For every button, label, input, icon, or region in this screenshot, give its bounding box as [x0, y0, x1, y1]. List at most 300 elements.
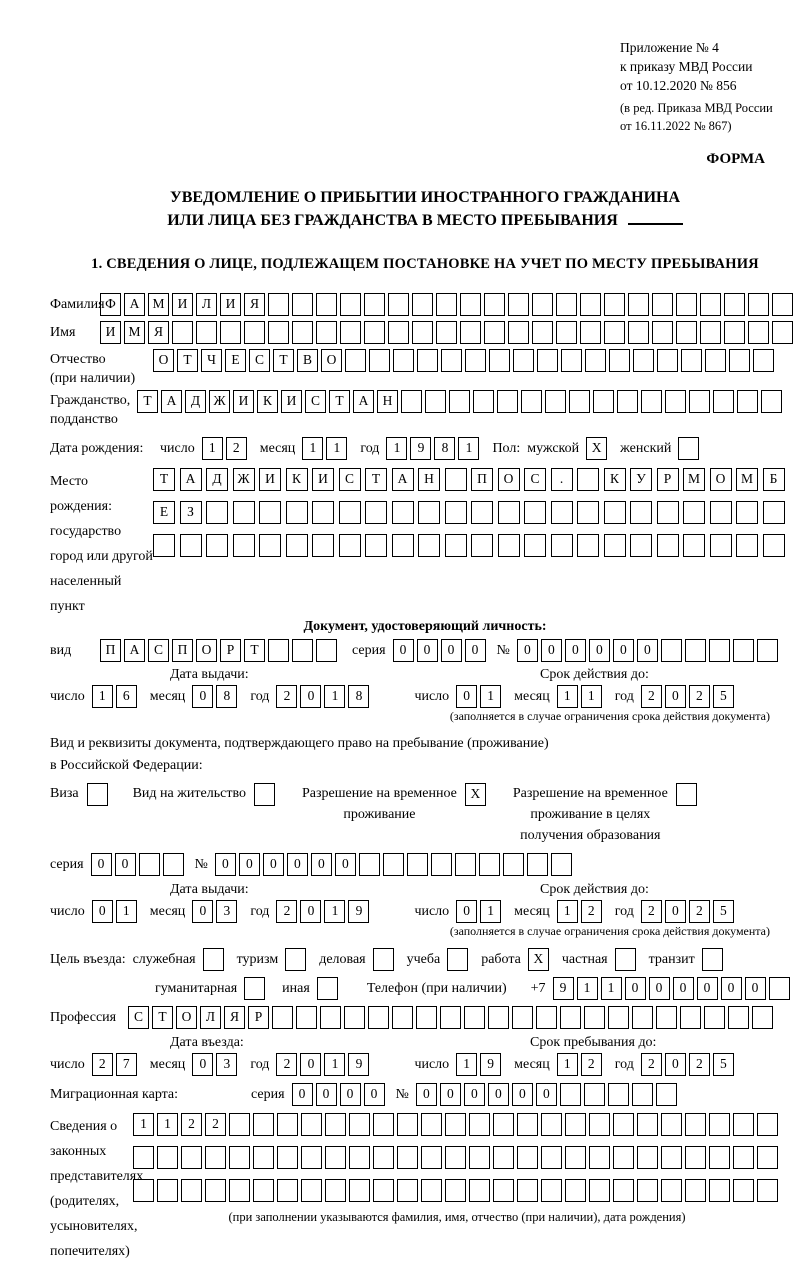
char-box[interactable] [661, 639, 682, 662]
char-box[interactable]: 1 [92, 685, 113, 708]
char-box[interactable] [604, 534, 626, 557]
char-box[interactable]: И [233, 390, 254, 413]
char-box[interactable] [301, 1179, 322, 1202]
char-box[interactable] [613, 1179, 634, 1202]
char-box[interactable]: Т [365, 468, 387, 491]
char-box[interactable] [656, 1006, 677, 1029]
char-box[interactable] [440, 1006, 461, 1029]
char-box[interactable]: 0 [192, 685, 213, 708]
char-box[interactable] [436, 293, 457, 316]
char-box[interactable] [364, 321, 385, 344]
char-box[interactable] [527, 853, 548, 876]
char-box[interactable] [325, 1146, 346, 1169]
char-box[interactable] [685, 1146, 706, 1169]
char-box[interactable] [656, 1083, 677, 1106]
char-box[interactable] [268, 321, 289, 344]
char-box[interactable] [676, 293, 697, 316]
char-box[interactable] [729, 349, 750, 372]
char-box[interactable] [471, 534, 493, 557]
char-box[interactable] [493, 1113, 514, 1136]
char-box[interactable]: 1 [601, 977, 622, 1000]
char-box[interactable] [325, 1179, 346, 1202]
char-box[interactable] [316, 293, 337, 316]
char-box[interactable] [286, 534, 308, 557]
char-box[interactable] [536, 1006, 557, 1029]
char-box[interactable] [317, 977, 338, 1000]
char-box[interactable]: 0 [364, 1083, 385, 1106]
char-box[interactable] [604, 321, 625, 344]
char-box[interactable]: 0 [541, 639, 562, 662]
char-box[interactable] [286, 501, 308, 524]
char-box[interactable] [560, 1083, 581, 1106]
char-box[interactable] [388, 321, 409, 344]
char-box[interactable]: 1 [324, 900, 345, 923]
char-box[interactable]: 9 [348, 1053, 369, 1076]
char-box[interactable]: Ж [233, 468, 255, 491]
char-box[interactable] [133, 1179, 154, 1202]
char-box[interactable] [181, 1146, 202, 1169]
char-box[interactable] [412, 293, 433, 316]
char-box[interactable] [561, 349, 582, 372]
char-box[interactable]: Л [200, 1006, 221, 1029]
char-box[interactable] [233, 534, 255, 557]
char-box[interactable] [401, 390, 422, 413]
char-box[interactable] [503, 853, 524, 876]
char-box[interactable]: 1 [581, 685, 602, 708]
char-box[interactable]: 1 [577, 977, 598, 1000]
char-box[interactable]: Т [244, 639, 265, 662]
char-box[interactable] [733, 1179, 754, 1202]
char-box[interactable]: 0 [292, 1083, 313, 1106]
char-box[interactable] [541, 1113, 562, 1136]
char-box[interactable] [551, 534, 573, 557]
char-box[interactable] [628, 321, 649, 344]
char-box[interactable] [657, 349, 678, 372]
char-box[interactable]: А [124, 639, 145, 662]
char-box[interactable]: Д [185, 390, 206, 413]
char-box[interactable] [365, 534, 387, 557]
char-box[interactable]: X [465, 783, 486, 806]
char-box[interactable] [340, 293, 361, 316]
char-box[interactable]: 0 [417, 639, 438, 662]
char-box[interactable]: Т [137, 390, 158, 413]
char-box[interactable] [609, 349, 630, 372]
char-box[interactable]: С [249, 349, 270, 372]
char-box[interactable] [541, 1146, 562, 1169]
char-box[interactable]: 1 [302, 437, 323, 460]
char-box[interactable]: Д [206, 468, 228, 491]
char-box[interactable]: 8 [434, 437, 455, 460]
char-box[interactable] [565, 1179, 586, 1202]
char-box[interactable] [445, 534, 467, 557]
char-box[interactable]: Е [153, 501, 175, 524]
char-box[interactable] [465, 349, 486, 372]
char-box[interactable] [589, 1113, 610, 1136]
char-box[interactable] [517, 1179, 538, 1202]
char-box[interactable] [556, 293, 577, 316]
char-box[interactable]: Т [152, 1006, 173, 1029]
char-box[interactable] [364, 293, 385, 316]
char-box[interactable] [685, 1179, 706, 1202]
char-box[interactable] [312, 501, 334, 524]
char-box[interactable]: 1 [386, 437, 407, 460]
char-box[interactable] [753, 349, 774, 372]
char-box[interactable] [392, 501, 414, 524]
char-box[interactable] [349, 1113, 370, 1136]
char-box[interactable]: 0 [263, 853, 284, 876]
char-box[interactable] [359, 853, 380, 876]
char-box[interactable]: X [586, 437, 607, 460]
char-box[interactable] [763, 501, 785, 524]
char-box[interactable] [704, 1006, 725, 1029]
char-box[interactable] [441, 349, 462, 372]
char-box[interactable] [253, 1179, 274, 1202]
char-box[interactable] [205, 1146, 226, 1169]
char-box[interactable]: Т [273, 349, 294, 372]
char-box[interactable]: П [172, 639, 193, 662]
char-box[interactable]: М [683, 468, 705, 491]
char-box[interactable] [469, 1179, 490, 1202]
char-box[interactable]: 0 [441, 639, 462, 662]
char-box[interactable]: 2 [689, 1053, 710, 1076]
char-box[interactable] [397, 1113, 418, 1136]
char-box[interactable] [769, 977, 790, 1000]
char-box[interactable]: З [180, 501, 202, 524]
char-box[interactable]: 0 [745, 977, 766, 1000]
char-box[interactable] [464, 1006, 485, 1029]
char-box[interactable]: 2 [226, 437, 247, 460]
char-box[interactable]: 0 [192, 1053, 213, 1076]
char-box[interactable] [383, 853, 404, 876]
char-box[interactable] [757, 1146, 778, 1169]
char-box[interactable] [652, 321, 673, 344]
char-box[interactable] [229, 1113, 250, 1136]
char-box[interactable] [532, 321, 553, 344]
char-box[interactable] [320, 1006, 341, 1029]
char-box[interactable]: 0 [440, 1083, 461, 1106]
char-box[interactable] [469, 1113, 490, 1136]
char-box[interactable]: Р [657, 468, 679, 491]
char-box[interactable]: 2 [689, 900, 710, 923]
char-box[interactable]: 0 [340, 1083, 361, 1106]
char-box[interactable] [498, 534, 520, 557]
char-box[interactable] [393, 349, 414, 372]
char-box[interactable] [736, 534, 758, 557]
char-box[interactable] [220, 321, 241, 344]
char-box[interactable] [604, 501, 626, 524]
char-box[interactable] [445, 1113, 466, 1136]
char-box[interactable]: 1 [458, 437, 479, 460]
char-box[interactable] [473, 390, 494, 413]
char-box[interactable] [139, 853, 160, 876]
char-box[interactable] [180, 534, 202, 557]
char-box[interactable]: 0 [300, 685, 321, 708]
char-box[interactable] [373, 1179, 394, 1202]
char-box[interactable]: Т [177, 349, 198, 372]
char-box[interactable]: 0 [215, 853, 236, 876]
char-box[interactable]: А [353, 390, 374, 413]
char-box[interactable]: С [148, 639, 169, 662]
char-box[interactable]: К [257, 390, 278, 413]
char-box[interactable] [244, 321, 265, 344]
char-box[interactable] [133, 1146, 154, 1169]
char-box[interactable]: 1 [202, 437, 223, 460]
char-box[interactable] [569, 390, 590, 413]
char-box[interactable]: 0 [665, 900, 686, 923]
char-box[interactable] [418, 534, 440, 557]
char-box[interactable] [373, 1113, 394, 1136]
char-box[interactable] [388, 293, 409, 316]
char-box[interactable]: 9 [348, 900, 369, 923]
char-box[interactable] [196, 321, 217, 344]
char-box[interactable] [479, 853, 500, 876]
char-box[interactable] [412, 321, 433, 344]
char-box[interactable] [757, 1113, 778, 1136]
char-box[interactable] [373, 1146, 394, 1169]
char-box[interactable]: 2 [205, 1113, 226, 1136]
char-box[interactable]: С [305, 390, 326, 413]
char-box[interactable]: М [148, 293, 169, 316]
char-box[interactable] [689, 390, 710, 413]
char-box[interactable] [163, 853, 184, 876]
char-box[interactable]: А [180, 468, 202, 491]
char-box[interactable] [700, 293, 721, 316]
char-box[interactable]: 0 [311, 853, 332, 876]
char-box[interactable]: 0 [239, 853, 260, 876]
char-box[interactable]: 0 [613, 639, 634, 662]
char-box[interactable] [253, 1113, 274, 1136]
char-box[interactable] [344, 1006, 365, 1029]
char-box[interactable] [657, 501, 679, 524]
char-box[interactable] [632, 1006, 653, 1029]
char-box[interactable]: 0 [316, 1083, 337, 1106]
char-box[interactable]: О [153, 349, 174, 372]
char-box[interactable] [489, 349, 510, 372]
char-box[interactable] [661, 1179, 682, 1202]
char-box[interactable] [253, 1146, 274, 1169]
char-box[interactable] [733, 1113, 754, 1136]
char-box[interactable]: 5 [713, 1053, 734, 1076]
char-box[interactable]: 0 [91, 853, 112, 876]
char-box[interactable] [244, 977, 265, 1000]
char-box[interactable] [772, 321, 793, 344]
char-box[interactable] [157, 1146, 178, 1169]
char-box[interactable] [445, 1179, 466, 1202]
char-box[interactable]: 1 [557, 900, 578, 923]
char-box[interactable] [345, 349, 366, 372]
char-box[interactable] [259, 534, 281, 557]
char-box[interactable] [498, 501, 520, 524]
char-box[interactable] [431, 853, 452, 876]
char-box[interactable] [349, 1146, 370, 1169]
char-box[interactable] [637, 1146, 658, 1169]
char-box[interactable] [397, 1179, 418, 1202]
char-box[interactable]: 0 [488, 1083, 509, 1106]
char-box[interactable]: Н [418, 468, 440, 491]
char-box[interactable] [229, 1179, 250, 1202]
char-box[interactable] [545, 390, 566, 413]
char-box[interactable] [397, 1146, 418, 1169]
char-box[interactable] [733, 1146, 754, 1169]
char-box[interactable] [752, 1006, 773, 1029]
char-box[interactable] [748, 293, 769, 316]
char-box[interactable] [416, 1006, 437, 1029]
char-box[interactable]: 0 [536, 1083, 557, 1106]
char-box[interactable] [584, 1083, 605, 1106]
char-box[interactable] [339, 534, 361, 557]
char-box[interactable] [229, 1146, 250, 1169]
char-box[interactable] [683, 534, 705, 557]
char-box[interactable] [657, 534, 679, 557]
char-box[interactable] [268, 639, 289, 662]
char-box[interactable] [680, 1006, 701, 1029]
char-box[interactable] [497, 390, 518, 413]
char-box[interactable] [702, 948, 723, 971]
char-box[interactable] [580, 321, 601, 344]
char-box[interactable] [365, 501, 387, 524]
char-box[interactable]: 0 [625, 977, 646, 1000]
char-box[interactable] [272, 1006, 293, 1029]
char-box[interactable] [421, 1146, 442, 1169]
char-box[interactable] [521, 390, 542, 413]
char-box[interactable]: 0 [665, 685, 686, 708]
char-box[interactable] [449, 390, 470, 413]
char-box[interactable]: 6 [116, 685, 137, 708]
char-box[interactable]: 2 [581, 900, 602, 923]
char-box[interactable] [661, 1146, 682, 1169]
char-box[interactable] [392, 1006, 413, 1029]
char-box[interactable] [493, 1179, 514, 1202]
char-box[interactable] [157, 1179, 178, 1202]
char-box[interactable]: 1 [557, 1053, 578, 1076]
char-box[interactable]: X [528, 948, 549, 971]
char-box[interactable]: 2 [181, 1113, 202, 1136]
char-box[interactable] [460, 321, 481, 344]
char-box[interactable] [418, 501, 440, 524]
char-box[interactable]: О [498, 468, 520, 491]
char-box[interactable] [637, 1179, 658, 1202]
char-box[interactable] [709, 1146, 730, 1169]
char-box[interactable] [565, 1113, 586, 1136]
char-box[interactable]: 2 [641, 1053, 662, 1076]
char-box[interactable] [524, 501, 546, 524]
char-box[interactable] [206, 501, 228, 524]
char-box[interactable]: 2 [276, 900, 297, 923]
char-box[interactable] [628, 293, 649, 316]
char-box[interactable] [763, 534, 785, 557]
char-box[interactable] [469, 1146, 490, 1169]
char-box[interactable] [277, 1179, 298, 1202]
char-box[interactable] [268, 293, 289, 316]
char-box[interactable] [421, 1113, 442, 1136]
char-box[interactable] [637, 1113, 658, 1136]
char-box[interactable]: 0 [115, 853, 136, 876]
char-box[interactable]: Б [763, 468, 785, 491]
char-box[interactable] [676, 321, 697, 344]
char-box[interactable] [593, 390, 614, 413]
char-box[interactable] [368, 1006, 389, 1029]
char-box[interactable] [560, 1006, 581, 1029]
char-box[interactable]: Я [244, 293, 265, 316]
char-box[interactable] [316, 321, 337, 344]
char-box[interactable] [748, 321, 769, 344]
char-box[interactable]: 0 [464, 1083, 485, 1106]
char-box[interactable] [325, 1113, 346, 1136]
char-box[interactable]: 0 [649, 977, 670, 1000]
char-box[interactable] [737, 390, 758, 413]
char-box[interactable] [681, 349, 702, 372]
char-box[interactable]: М [124, 321, 145, 344]
char-box[interactable] [417, 349, 438, 372]
char-box[interactable]: 7 [116, 1053, 137, 1076]
char-box[interactable]: 1 [326, 437, 347, 460]
char-box[interactable] [508, 293, 529, 316]
char-box[interactable] [608, 1083, 629, 1106]
char-box[interactable] [524, 534, 546, 557]
char-box[interactable]: М [736, 468, 758, 491]
char-box[interactable]: С [339, 468, 361, 491]
char-box[interactable]: У [630, 468, 652, 491]
char-box[interactable]: 0 [335, 853, 356, 876]
char-box[interactable] [513, 349, 534, 372]
char-box[interactable] [517, 1113, 538, 1136]
char-box[interactable]: 0 [565, 639, 586, 662]
char-box[interactable] [517, 1146, 538, 1169]
char-box[interactable]: 0 [287, 853, 308, 876]
char-box[interactable] [724, 293, 745, 316]
char-box[interactable] [551, 853, 572, 876]
char-box[interactable]: 1 [456, 1053, 477, 1076]
char-box[interactable]: 1 [324, 685, 345, 708]
char-box[interactable]: 1 [480, 685, 501, 708]
char-box[interactable] [296, 1006, 317, 1029]
char-box[interactable]: Я [148, 321, 169, 344]
char-box[interactable] [584, 1006, 605, 1029]
char-box[interactable]: 2 [276, 1053, 297, 1076]
char-box[interactable] [676, 783, 697, 806]
char-box[interactable]: . [551, 468, 573, 491]
char-box[interactable] [585, 349, 606, 372]
char-box[interactable] [685, 1113, 706, 1136]
char-box[interactable]: 2 [641, 900, 662, 923]
char-box[interactable]: Ч [201, 349, 222, 372]
char-box[interactable] [301, 1113, 322, 1136]
char-box[interactable] [685, 639, 706, 662]
char-box[interactable]: 0 [300, 900, 321, 923]
char-box[interactable]: 0 [721, 977, 742, 1000]
char-box[interactable]: Т [329, 390, 350, 413]
char-box[interactable] [373, 948, 394, 971]
char-box[interactable]: 5 [713, 685, 734, 708]
char-box[interactable]: Р [220, 639, 241, 662]
char-box[interactable] [292, 321, 313, 344]
char-box[interactable] [589, 1146, 610, 1169]
char-box[interactable]: П [100, 639, 121, 662]
char-box[interactable] [153, 534, 175, 557]
char-box[interactable] [630, 534, 652, 557]
char-box[interactable]: 2 [92, 1053, 113, 1076]
char-box[interactable] [277, 1146, 298, 1169]
char-box[interactable] [392, 534, 414, 557]
char-box[interactable] [565, 1146, 586, 1169]
char-box[interactable] [205, 1179, 226, 1202]
char-box[interactable]: 0 [512, 1083, 533, 1106]
char-box[interactable] [203, 948, 224, 971]
char-box[interactable] [425, 390, 446, 413]
char-box[interactable]: А [161, 390, 182, 413]
char-box[interactable] [285, 948, 306, 971]
char-box[interactable]: 1 [157, 1113, 178, 1136]
